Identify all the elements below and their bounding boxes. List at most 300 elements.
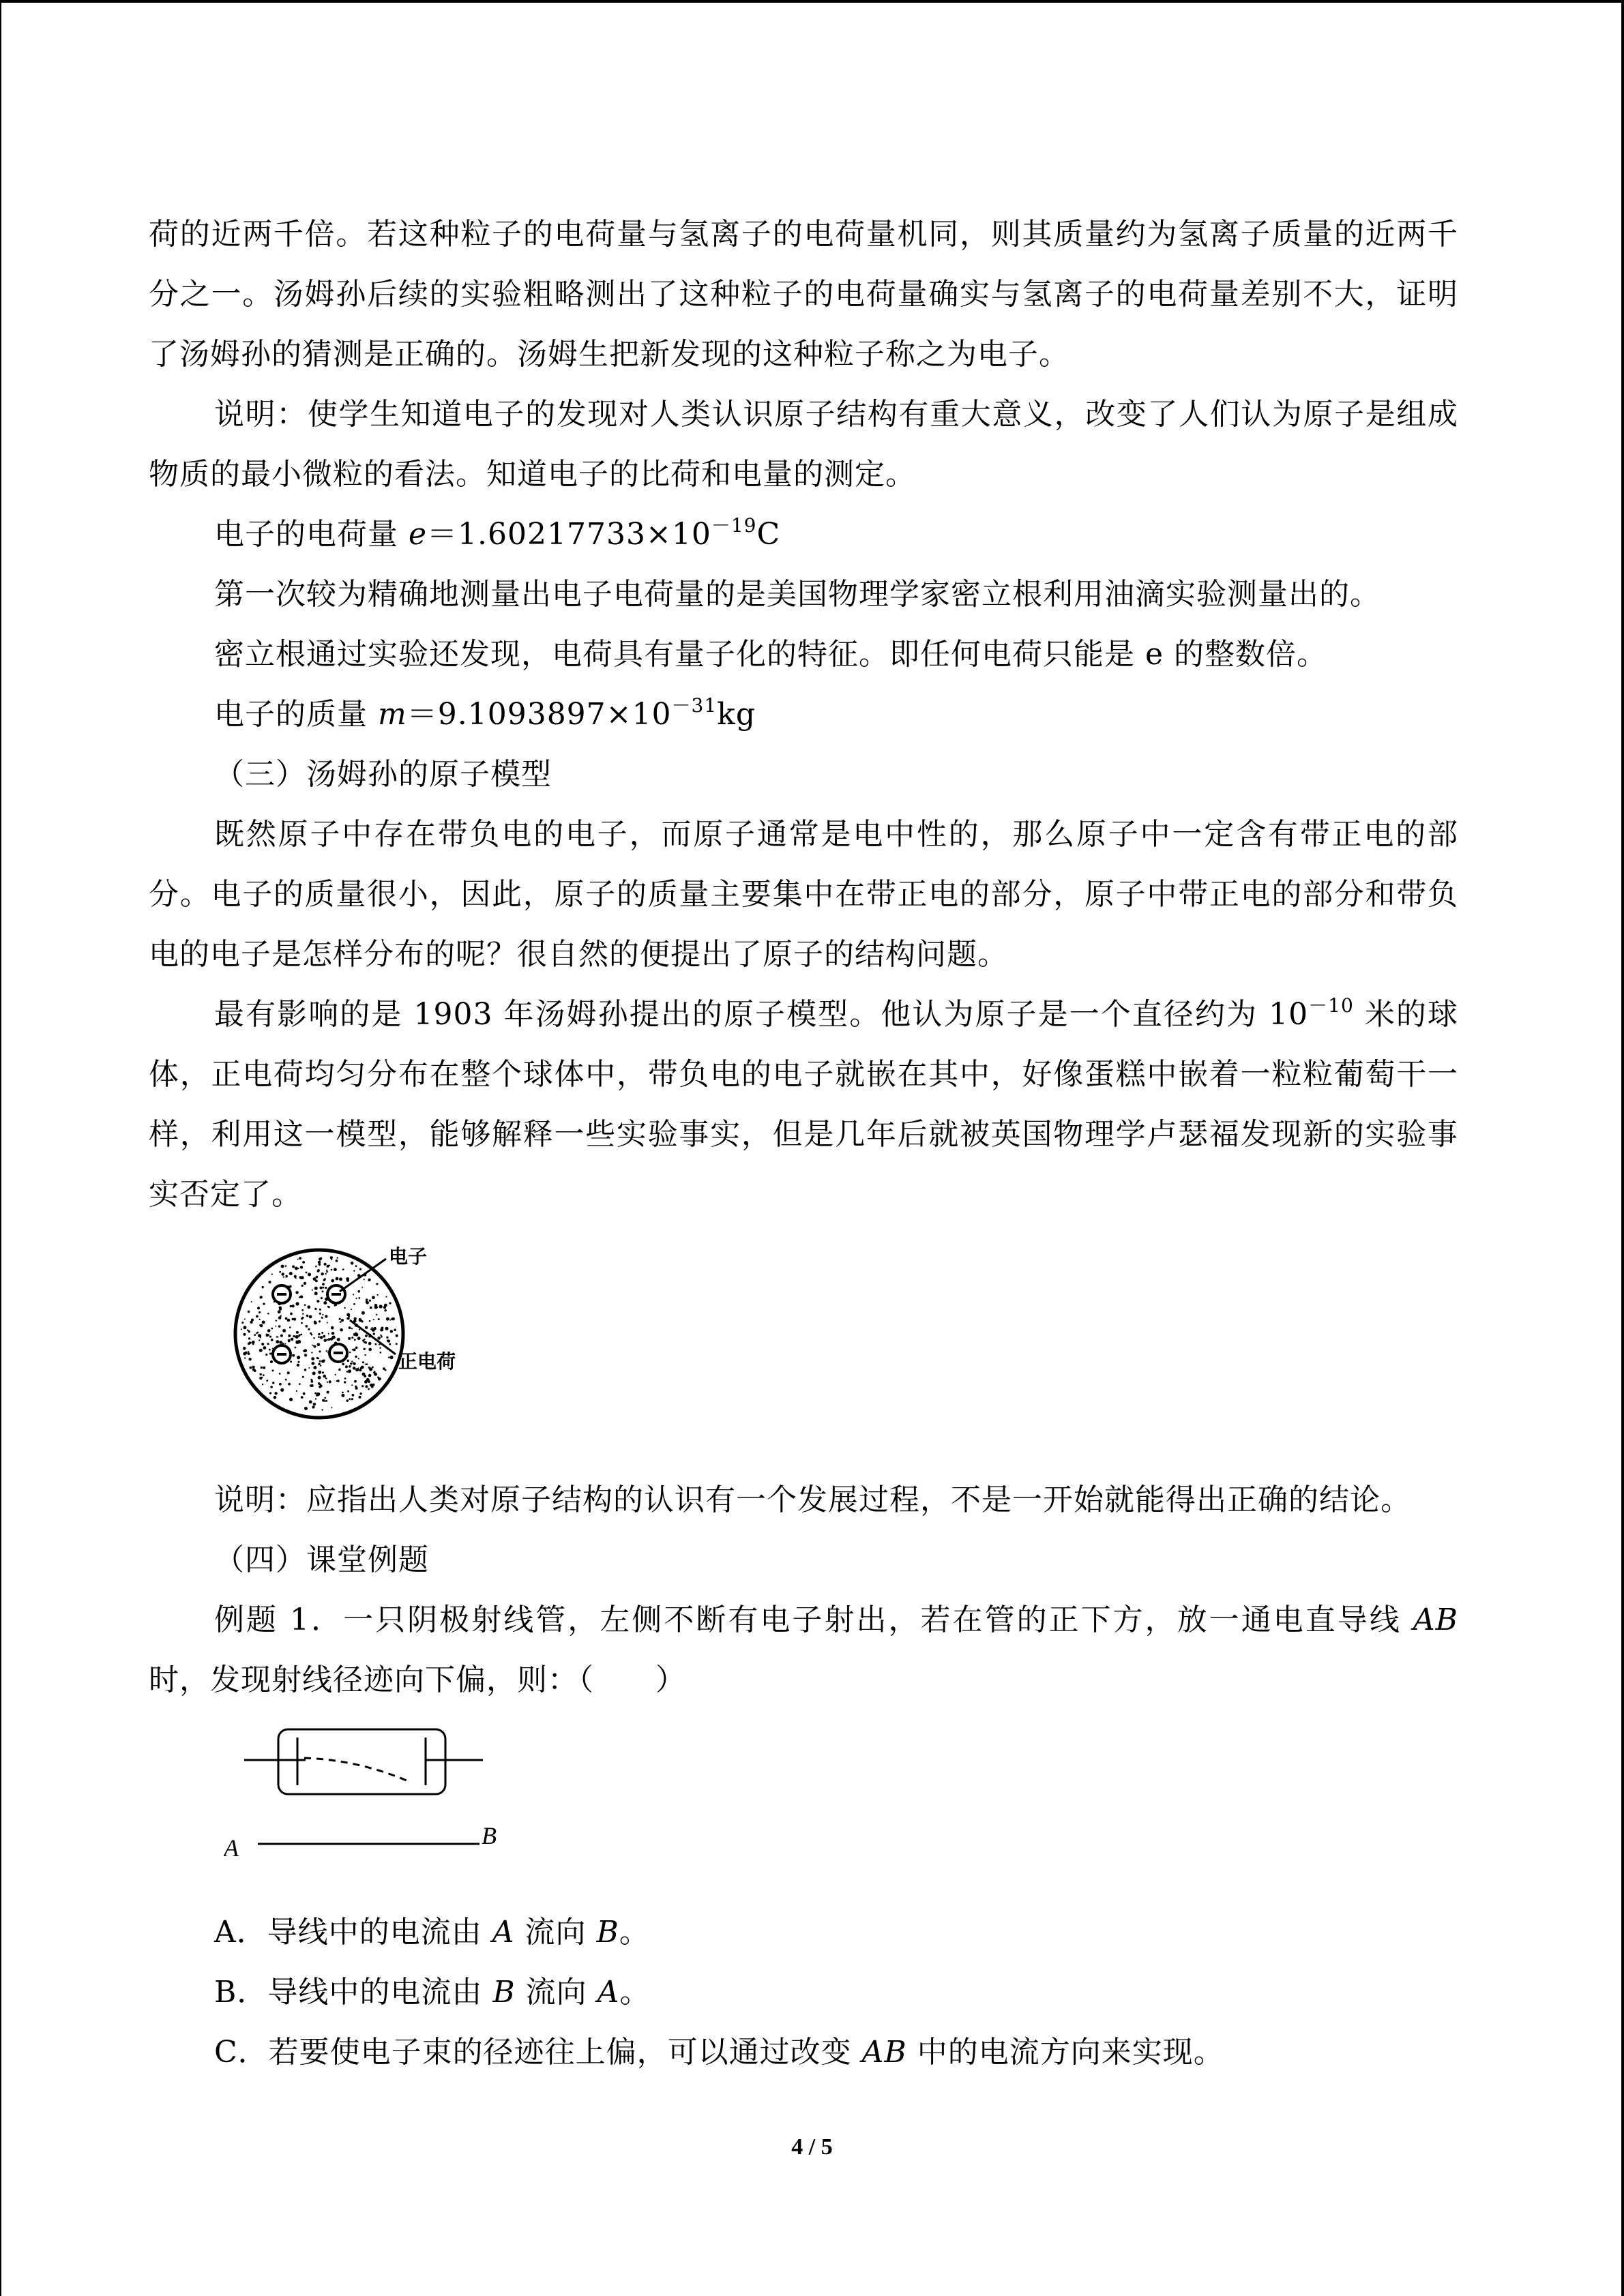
- charge-dot: [306, 1325, 308, 1328]
- charge-dot: [396, 1335, 398, 1337]
- thomson-atom-figure: [149, 1238, 1458, 1443]
- text: 中的电流方向来实现。: [906, 2035, 1224, 2070]
- charge-dot: [297, 1340, 301, 1343]
- paragraph: 既然原子中存在带负电的电子，而原子通常是电中性的，那么原子中一定含有带正电的部分。电子的质量很小，因此，原子的质量主要集中在带正电的部分，原子中带正电的部分和带负电的电子是怎样分布的呢？很自然的便提出了原子的结构问题。: [149, 817, 1458, 972]
- charge-dot: [262, 1321, 265, 1324]
- charge-dot: [322, 1283, 325, 1285]
- charge-dot: [335, 1374, 336, 1375]
- charge-dot: [345, 1365, 348, 1368]
- charge-dot: [342, 1268, 344, 1270]
- charge-dot: [389, 1356, 393, 1359]
- charge-dot: [296, 1390, 297, 1392]
- charge-dot: [295, 1347, 297, 1349]
- charge-dot: [302, 1376, 304, 1378]
- charge-dot: [349, 1398, 351, 1400]
- charge-dot: [377, 1307, 378, 1308]
- charge-dot: [317, 1343, 321, 1347]
- charge-dot: [355, 1347, 358, 1350]
- charge-dot: [301, 1322, 303, 1324]
- charge-dot: [294, 1275, 297, 1278]
- charge-dot: [342, 1363, 344, 1366]
- text: 电子的电荷量: [214, 517, 409, 552]
- charge-dot: [288, 1383, 291, 1386]
- charge-dot: [365, 1335, 368, 1337]
- charge-dot: [272, 1382, 274, 1384]
- charge-dot: [372, 1367, 374, 1369]
- charge-dot: [325, 1377, 327, 1380]
- charge-dot: [347, 1360, 350, 1362]
- charge-dot: [382, 1329, 383, 1330]
- charge-dot: [280, 1315, 282, 1317]
- charge-dot: [331, 1326, 334, 1330]
- charge-dot: [355, 1332, 357, 1335]
- charge-dot: [336, 1380, 338, 1382]
- charge-dot: [323, 1301, 327, 1304]
- charge-dot: [304, 1407, 308, 1410]
- charge-dot: [354, 1339, 356, 1341]
- charge-dot: [324, 1339, 327, 1342]
- charge-dot: [303, 1392, 306, 1395]
- charge-dot: [353, 1303, 355, 1305]
- electron-charge-line: [149, 505, 1458, 565]
- charge-dot: [270, 1386, 273, 1388]
- charge-dot: [319, 1320, 321, 1322]
- charge-dot: [370, 1307, 372, 1309]
- charge-dot: [372, 1327, 373, 1328]
- charge-dot: [252, 1341, 255, 1344]
- charge-dot: [351, 1328, 353, 1329]
- charge-dot: [369, 1320, 371, 1322]
- charge-dot: [331, 1257, 333, 1259]
- option-b: [149, 1963, 1458, 2023]
- charge-dot: [314, 1308, 316, 1310]
- charge-dot: [344, 1307, 345, 1309]
- charge-dot: [327, 1382, 328, 1383]
- charge-dot: [311, 1380, 314, 1383]
- charge-dot: [331, 1332, 335, 1335]
- charge-dot: [250, 1321, 252, 1324]
- charge-dot: [353, 1270, 355, 1272]
- charge-dot: [291, 1304, 294, 1307]
- charge-dot: [390, 1330, 393, 1332]
- charge-dot: [271, 1328, 274, 1330]
- charge-dot: [353, 1294, 354, 1295]
- charge-dot: [376, 1283, 378, 1285]
- charge-dot: [337, 1257, 338, 1259]
- exponent: －31: [671, 694, 718, 717]
- charge-dot: [301, 1285, 304, 1287]
- charge-dot: [286, 1275, 288, 1277]
- charge-dot: [359, 1329, 360, 1330]
- charge-dot: [261, 1367, 263, 1369]
- charge-dot: [259, 1377, 262, 1380]
- charge-dot: [344, 1377, 346, 1380]
- charge-dot: [316, 1357, 319, 1359]
- charge-dot: [389, 1320, 391, 1321]
- charge-dot: [312, 1405, 314, 1408]
- charge-dot: [341, 1319, 344, 1322]
- charge-dot: [267, 1313, 269, 1315]
- charge-dot: [326, 1271, 328, 1273]
- charge-dot: [380, 1352, 382, 1354]
- charge-dot: [328, 1338, 331, 1341]
- charge-dot: [368, 1342, 372, 1345]
- charge-dot: [321, 1409, 323, 1410]
- charge-dot: [271, 1339, 274, 1341]
- charge-dot: [289, 1398, 293, 1401]
- tube-diagram: [224, 1723, 578, 1879]
- charge-dot: [376, 1314, 377, 1315]
- label-electron: 电子: [389, 1245, 428, 1268]
- text: C．若要使电子束的径迹往上偏，可以通过改变: [214, 2035, 862, 2070]
- charge-dot: [368, 1388, 370, 1390]
- charge-dot: [263, 1346, 267, 1350]
- charge-dot: [263, 1302, 265, 1304]
- charge-dot: [334, 1268, 337, 1271]
- charge-dot: [322, 1287, 324, 1289]
- charge-dot: [351, 1384, 353, 1386]
- charge-dot: [326, 1350, 328, 1352]
- charge-dot: [351, 1337, 353, 1339]
- charge-dot: [290, 1360, 292, 1362]
- charge-dot: [389, 1302, 391, 1304]
- charge-dot: [351, 1360, 353, 1362]
- electron: [273, 1345, 291, 1363]
- charge-dot: [361, 1311, 365, 1315]
- charge-dot: [366, 1363, 368, 1365]
- charge-dot: [371, 1386, 374, 1388]
- charge-dot: [350, 1362, 352, 1365]
- charge-dot: [304, 1282, 306, 1285]
- charge-dot: [328, 1333, 329, 1335]
- charge-dot: [336, 1259, 338, 1262]
- charge-dot: [243, 1348, 246, 1350]
- charge-dot: [379, 1304, 383, 1308]
- charge-dot: [302, 1261, 305, 1264]
- charge-dot: [319, 1350, 321, 1352]
- charge-dot: [241, 1328, 242, 1330]
- charge-dot: [304, 1304, 306, 1306]
- charge-dot: [312, 1372, 316, 1375]
- electron: [327, 1285, 345, 1303]
- charge-dot: [323, 1279, 326, 1281]
- charge-dot: [325, 1315, 327, 1317]
- value: ＝1.60217733×10: [427, 517, 711, 552]
- option-a: [149, 1903, 1458, 1963]
- charge-dot: [263, 1374, 265, 1376]
- charge-dot: [285, 1379, 287, 1381]
- charge-dot: [250, 1342, 252, 1344]
- charge-dot: [353, 1348, 356, 1351]
- charge-dot: [349, 1326, 351, 1329]
- charge-dot: [244, 1357, 246, 1358]
- charge-dot: [355, 1265, 357, 1267]
- charge-dot: [283, 1277, 284, 1278]
- charge-dot: [331, 1279, 334, 1283]
- charge-dot: [385, 1309, 387, 1311]
- charge-dot: [368, 1348, 372, 1352]
- charge-dot: [321, 1272, 324, 1275]
- text: 。: [619, 1975, 651, 2010]
- charge-dot: [362, 1361, 364, 1363]
- charge-dot: [299, 1257, 301, 1259]
- label-b: B: [482, 1822, 497, 1849]
- charge-dot: [388, 1356, 389, 1358]
- charge-dot: [351, 1309, 352, 1310]
- text: A．导线中的电流由: [214, 1915, 492, 1950]
- charge-dot: [254, 1334, 256, 1336]
- label-a: A: [224, 1834, 239, 1862]
- charge-dot: [349, 1365, 351, 1368]
- exponent: －19: [711, 514, 757, 537]
- charge-dot: [318, 1336, 320, 1338]
- paragraph: [149, 985, 1458, 1225]
- charge-dot: [259, 1349, 263, 1352]
- charge-dot: [341, 1394, 344, 1397]
- charge-dot: [346, 1277, 349, 1281]
- text: 流向: [515, 1975, 597, 2010]
- charge-dot: [377, 1294, 379, 1296]
- charge-dot: [314, 1321, 316, 1324]
- variable-a: A: [492, 1915, 515, 1950]
- charge-dot: [260, 1373, 262, 1375]
- charge-dot: [320, 1336, 323, 1339]
- charge-dot: [329, 1380, 331, 1383]
- charge-dot: [312, 1345, 314, 1346]
- charge-dot: [319, 1360, 321, 1362]
- charge-dot: [321, 1360, 325, 1363]
- charge-dot: [248, 1351, 249, 1352]
- option-c: [149, 2023, 1458, 2083]
- charge-dot: [323, 1335, 325, 1338]
- charge-dot: [324, 1263, 327, 1266]
- charge-dot: [313, 1366, 316, 1369]
- page-number: 4 / 5: [791, 2134, 833, 2160]
- charge-dot: [262, 1384, 263, 1385]
- charge-dot: [330, 1337, 333, 1340]
- charge-dot: [377, 1337, 381, 1340]
- charge-dot: [364, 1354, 366, 1356]
- charge-dot: [364, 1339, 365, 1340]
- charge-dot: [342, 1392, 344, 1394]
- charge-dot: [248, 1358, 251, 1360]
- cathode-ray-tube-figure: [149, 1723, 1458, 1886]
- charge-dot: [245, 1352, 248, 1354]
- charge-dot: [325, 1287, 327, 1289]
- charge-dot: [297, 1364, 299, 1367]
- charge-dot: [385, 1369, 387, 1371]
- charge-dot: [280, 1335, 283, 1337]
- charge-dot: [311, 1357, 314, 1360]
- charge-dot: [331, 1407, 332, 1408]
- charge-dot: [274, 1392, 277, 1395]
- charge-dot: [297, 1259, 299, 1260]
- charge-dot: [300, 1266, 303, 1268]
- charge-dot: [331, 1259, 332, 1260]
- charge-dot: [373, 1327, 377, 1330]
- charge-dot: [258, 1334, 261, 1337]
- charge-dot: [308, 1367, 310, 1369]
- charge-dot: [301, 1317, 303, 1320]
- charge-dot: [307, 1305, 310, 1309]
- charge-dot: [346, 1399, 349, 1402]
- paragraph: 第一次较为精确地测量出电子电荷量的是美国物理学家密立根利用油滴实验测量出的。: [214, 577, 1381, 612]
- charge-dot: [292, 1318, 295, 1321]
- charge-dot: [256, 1315, 259, 1318]
- charge-dot: [309, 1401, 312, 1404]
- charge-dot: [288, 1335, 291, 1337]
- variable-b: B: [596, 1915, 619, 1950]
- charge-dot: [276, 1340, 279, 1343]
- example-question: [149, 1590, 1458, 1710]
- section-heading: （四）课堂例题: [214, 1542, 429, 1577]
- charge-dot: [269, 1349, 271, 1351]
- charge-dot: [353, 1362, 356, 1365]
- charge-dot: [308, 1328, 310, 1330]
- charge-dot: [292, 1354, 295, 1357]
- paragraph: 密立根通过实验还发现，电荷具有量子化的特征。即任何电荷只能是 e 的整数倍。: [214, 637, 1328, 672]
- charge-dot: [302, 1313, 304, 1315]
- charge-dot: [296, 1331, 299, 1334]
- charge-dot: [269, 1392, 271, 1394]
- text: B．导线中的电流由: [214, 1975, 493, 2010]
- charge-dot: [279, 1373, 281, 1375]
- charge-dot: [361, 1287, 363, 1288]
- paragraph: 说明：应指出人类对原子结构的认识有一个发展过程，不是一开始就能得出正确的结论。: [214, 1482, 1411, 1517]
- charge-dot: [259, 1339, 260, 1341]
- charge-dot: [295, 1291, 298, 1294]
- charge-dot: [373, 1332, 375, 1335]
- charge-dot: [396, 1343, 398, 1345]
- charge-dot: [329, 1265, 330, 1266]
- variable-ab: AB: [861, 2035, 907, 2070]
- charge-dot: [248, 1352, 250, 1355]
- charge-dot: [251, 1301, 252, 1302]
- charge-dot: [276, 1320, 277, 1322]
- charge-dot: [385, 1327, 389, 1330]
- charge-dot: [322, 1290, 324, 1292]
- charge-dot: [259, 1319, 261, 1320]
- charge-dot: [389, 1343, 391, 1345]
- charge-dot: [340, 1321, 342, 1323]
- charge-dot: [287, 1319, 291, 1322]
- charge-dot: [256, 1332, 259, 1334]
- charge-dot: [279, 1307, 282, 1309]
- charge-dot: [381, 1336, 383, 1338]
- charge-dot: [352, 1394, 355, 1397]
- charge-dot: [266, 1380, 268, 1382]
- charge-dot: [394, 1329, 396, 1332]
- charge-dot: [272, 1369, 274, 1371]
- text: 。: [619, 1915, 650, 1950]
- charge-dot: [322, 1399, 325, 1402]
- charge-dot: [365, 1326, 368, 1329]
- charge-dot: [368, 1380, 370, 1383]
- charge-dot: [287, 1371, 290, 1374]
- charge-dot: [327, 1391, 329, 1394]
- charge-dot: [312, 1289, 313, 1291]
- charge-dot: [359, 1268, 361, 1270]
- charge-dot: [279, 1383, 282, 1386]
- charge-dot: [248, 1311, 250, 1313]
- charge-dot: [327, 1322, 328, 1324]
- charge-dot: [324, 1375, 326, 1377]
- charge-dot: [386, 1337, 388, 1339]
- charge-dot: [379, 1347, 381, 1349]
- charge-dot: [315, 1266, 317, 1268]
- label-positive-charge: 正电荷: [398, 1350, 456, 1373]
- charge-dot: [290, 1313, 293, 1315]
- charge-dot: [321, 1332, 323, 1334]
- variable-e: e: [409, 517, 428, 552]
- charge-dot: [344, 1381, 346, 1383]
- charge-dot: [320, 1287, 323, 1289]
- charge-dot: [304, 1369, 307, 1371]
- variable-b: B: [492, 1975, 516, 2010]
- charge-dot: [248, 1337, 250, 1339]
- charge-dot: [353, 1367, 356, 1370]
- unit: kg: [717, 697, 756, 732]
- charge-dot: [241, 1322, 243, 1324]
- charge-dot: [358, 1367, 359, 1369]
- charge-dot: [348, 1315, 350, 1317]
- charge-dot: [364, 1375, 366, 1377]
- charge-dot: [301, 1309, 304, 1311]
- charge-dot: [358, 1358, 359, 1359]
- charge-dot: [319, 1309, 321, 1311]
- charge-dot: [301, 1396, 304, 1399]
- charge-dot: [271, 1274, 273, 1275]
- charge-dot: [313, 1337, 315, 1339]
- charge-dot: [295, 1335, 299, 1339]
- charge-dot: [356, 1298, 357, 1299]
- charge-dot: [365, 1364, 366, 1365]
- charge-dot: [269, 1353, 271, 1355]
- variable-ab: AB: [1413, 1602, 1458, 1637]
- charge-dot: [262, 1286, 264, 1288]
- charge-dot: [265, 1354, 267, 1356]
- charge-dot: [308, 1273, 311, 1277]
- charge-dot: [368, 1279, 371, 1281]
- charge-dot: [386, 1317, 389, 1321]
- charge-dot: [289, 1326, 291, 1328]
- charge-dot: [269, 1281, 271, 1283]
- charge-dot: [383, 1306, 386, 1309]
- charge-dot: [318, 1376, 321, 1380]
- charge-dot: [244, 1319, 246, 1320]
- charge-dot: [351, 1398, 353, 1400]
- electron: [273, 1285, 291, 1303]
- charge-dot: [391, 1318, 393, 1320]
- charge-dot: [278, 1310, 281, 1313]
- charge-dot: [312, 1362, 315, 1365]
- charge-dot: [295, 1302, 299, 1305]
- atom-diagram: [217, 1238, 544, 1436]
- charge-dot: [318, 1371, 321, 1374]
- charge-dot: [269, 1336, 271, 1338]
- charge-dot: [267, 1329, 271, 1332]
- charge-dot: [366, 1301, 369, 1304]
- text: 电子的质量: [214, 697, 378, 732]
- charge-dot: [351, 1262, 354, 1265]
- charge-dot: [315, 1398, 316, 1399]
- charge-dot: [359, 1396, 361, 1399]
- charge-dot: [359, 1369, 361, 1371]
- charge-dot: [316, 1276, 319, 1279]
- charge-dot: [279, 1271, 281, 1273]
- charge-dot: [318, 1333, 320, 1335]
- text: 最有影响的是 1903 年汤姆孙提出的原子模型。他认为原子是一个直径约为 10: [214, 997, 1309, 1032]
